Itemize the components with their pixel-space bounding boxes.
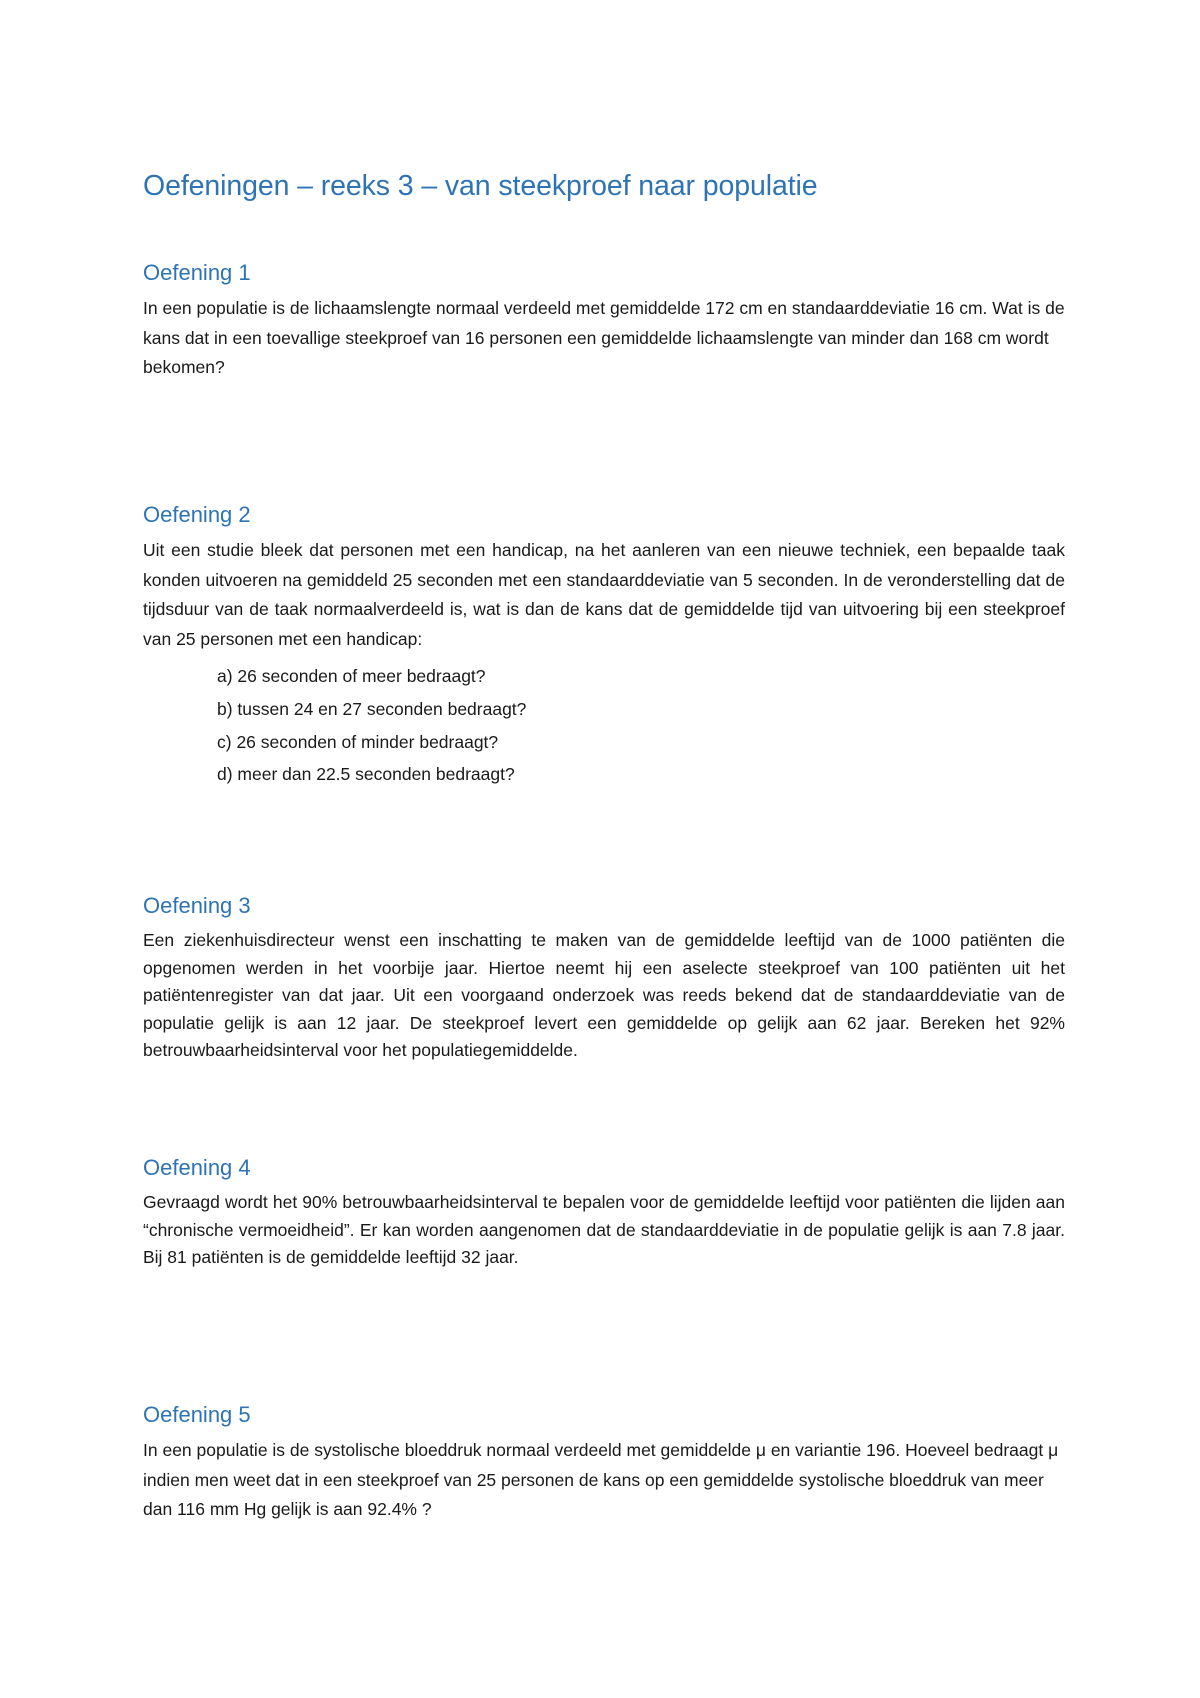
subquestion-d: d) meer dan 22.5 seconden bedraagt? [217,764,515,785]
exercise-heading: Oefening 3 [143,893,251,918]
exercise-heading: Oefening 1 [143,260,251,285]
exercise-1 [143,258,1065,383]
exercise-3 [143,891,1065,1065]
exercise-heading: Oefening 5 [143,1402,251,1427]
exercise-text: In een populatie is de lichaamslengte normaal verdeeld met gemiddelde 172 cm en standaarddeviatie 16 cm. Wat is de kans dat in een toevallige steekproef van 16 personen een gemiddelde lichaamslengte van minder dan 168 cm wordt bekomen? [143,298,1065,377]
exercise-heading: Oefening 2 [143,502,251,527]
exercise-text: Een ziekenhuisdirecteur wenst een inschatting te maken van de gemiddelde leeftijd van de 1000 patiënten die opgenomen werden in het voorbije jaar. Hiertoe neemt hij een aselecte steekproef van 100 patiënten uit het patiëntenregister van dat jaar. Uit een voorgaand onderzoek was reeds bekend dat de standaarddeviatie van de populatie gelijk is aan 12 jaar. De steekproef levert een gemiddelde op gelijk aan 62 jaar. Bereken het 92% betrouwbaarheidsinterval voor het populatiegemiddelde. [143,930,1065,1060]
exercise-text: Gevraagd wordt het 90% betrouwbaarheidsinterval te bepalen voor de gemiddelde leeftijd voor patiënten die lijden aan “chronische vermoeidheid”. Er kan worden aangenomen dat de standaarddeviatie in de populatie gelijk is aan 7.8 jaar. Bij 81 patiënten is de gemiddelde leeftijd 32 jaar. [143,1192,1065,1267]
exercise-2 [143,500,1065,791]
subquestion-c: c) 26 seconden of minder bedraagt? [217,731,499,752]
exercise-heading: Oefening 4 [143,1155,251,1180]
subquestion-a: a) 26 seconden of meer bedraagt? [217,666,486,686]
document-title: Oefeningen – reeks 3 – van steekproef naar populatie [143,170,818,202]
exercise-text: In een populatie is de systolische bloeddruk normaal verdeeld met gemiddelde μ en variantie 196. Hoeveel bedraagt μ indien men weet dat in een steekproef van 25 personen de kans op een gemiddelde systolische bloeddruk van meer dan 116 mm Hg gelijk is aan 92.4% ? [143,1440,1059,1519]
exercise-text: Uit een studie bleek dat personen met een handicap, na het aanleren van een nieuwe techniek, een bepaalde taak konden uitvoeren na gemiddeld 25 seconden met een standaarddeviatie van 5 seconden. In de veronderstelling dat de tijdsduur van de taak normaalverdeeld is, wat is dan de kans dat de gemiddelde tijd van uitvoering bij een steekproef van 25 personen met een handicap: [143,540,1065,649]
subquestion-b: b) tussen 24 en 27 seconden bedraagt? [217,698,527,719]
subquestion-list [143,660,1065,791]
exercise-5 [143,1400,1065,1525]
exercise-4 [143,1153,1065,1272]
